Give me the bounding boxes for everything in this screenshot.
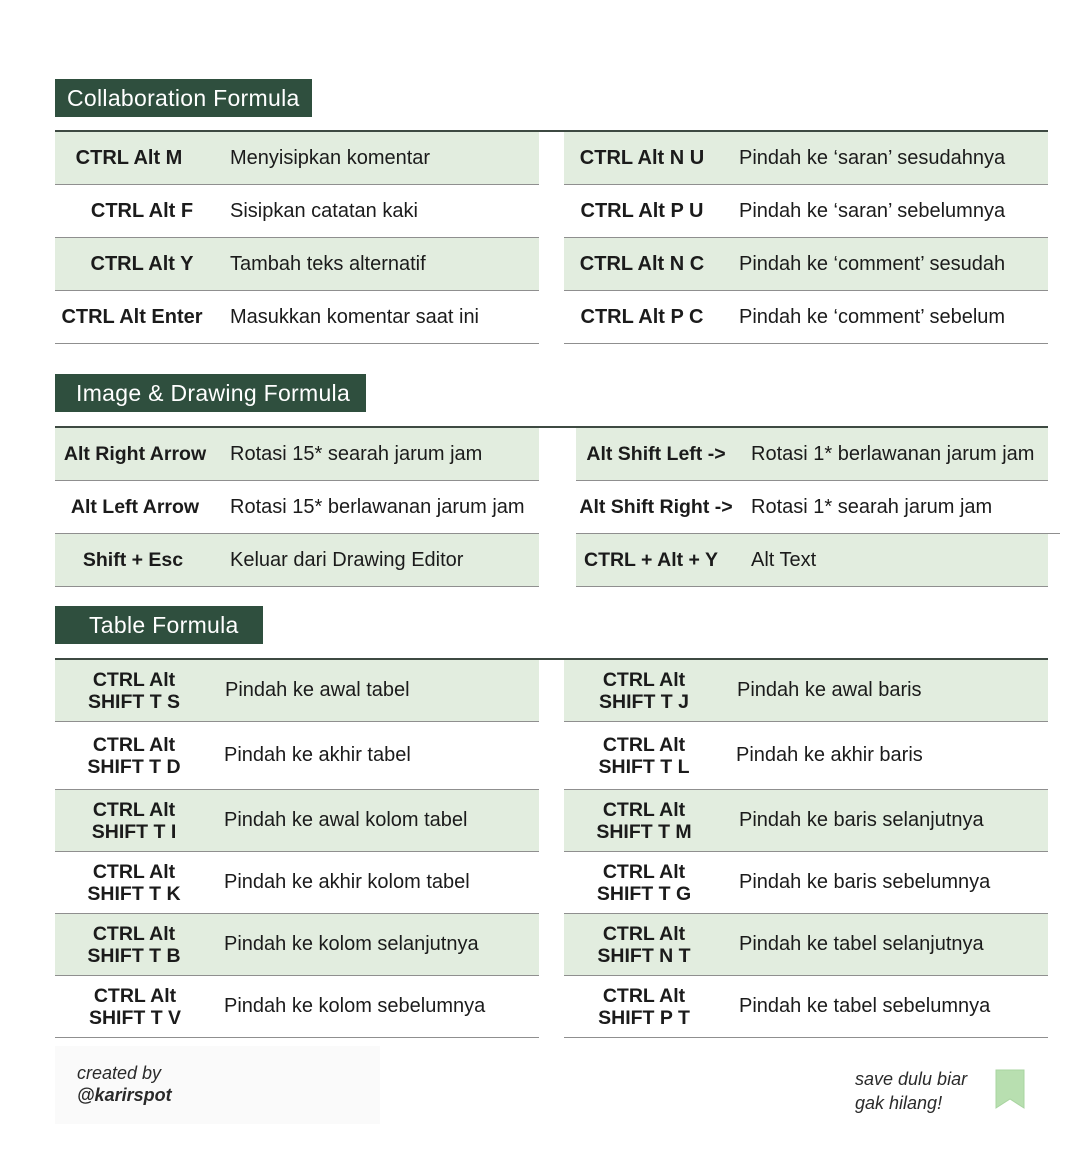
shortcut-description: Rotasi 15* searah jarum jam	[230, 442, 483, 465]
shortcut-description: Pindah ke awal kolom tabel	[224, 809, 468, 831]
shortcut-description: Rotasi 1* searah jarum jam	[751, 495, 993, 518]
shortcut-description: Keluar dari Drawing Editor	[230, 548, 464, 571]
shortcut-description: Rotasi 1* berlawanan jarum jam	[751, 442, 1035, 465]
shortcut-description: Pindah ke akhir baris	[736, 744, 923, 766]
section-title-table: Table Formula	[55, 606, 263, 644]
list-item	[55, 534, 539, 587]
shortcut-key: CTRL Alt F	[90, 200, 194, 222]
list-item	[55, 852, 539, 914]
shortcut-description: Pindah ke awal tabel	[225, 679, 410, 701]
shortcut-description: Pindah ke ‘comment’ sebelum	[739, 305, 1006, 328]
list-item	[576, 428, 1048, 481]
shortcut-key: CTRL Alt SHIFT T J	[599, 668, 689, 713]
collaboration-left-list	[55, 132, 539, 344]
list-item	[564, 660, 1048, 722]
shortcut-key: CTRL Alt SHIFT T G	[596, 860, 692, 905]
shortcut-key: Alt Right Arrow	[63, 443, 207, 465]
shortcut-description: Menyisipkan komentar	[230, 146, 431, 169]
shortcut-key: CTRL Alt SHIFT T B	[87, 922, 181, 967]
list-item	[55, 185, 539, 238]
list-item	[564, 722, 1048, 790]
list-item	[55, 660, 539, 722]
save-reminder-line: gak hilang!	[855, 1093, 943, 1113]
shortcut-description: Tambah teks alternatif	[230, 252, 426, 275]
section-title-collaboration: Collaboration Formula	[55, 79, 312, 117]
list-item	[55, 481, 539, 534]
author-handle: @karirspot	[77, 1085, 172, 1105]
shortcut-key: Shift + Esc	[82, 549, 184, 571]
shortcut-description: Pindah ke ‘saran’ sesudahnya	[739, 146, 1006, 169]
bookmark-icon	[994, 1068, 1026, 1110]
shortcut-key: Alt Shift Left ->	[586, 443, 726, 465]
list-item	[55, 722, 539, 790]
table-left-list	[55, 660, 539, 1038]
shortcut-key: CTRL Alt M	[75, 147, 183, 169]
section-title-image-drawing: Image & Drawing Formula	[55, 374, 366, 412]
collaboration-right-list	[564, 132, 1048, 344]
shortcut-description: Pindah ke tabel selanjutnya	[739, 933, 984, 955]
shortcut-description: Masukkan komentar saat ini	[230, 305, 480, 328]
list-item	[55, 238, 539, 291]
shortcut-description: Pindah ke awal baris	[737, 679, 922, 701]
list-item	[576, 481, 1060, 534]
shortcut-key: CTRL Alt SHIFT N T	[597, 922, 691, 967]
shortcut-key: CTRL Alt N U	[579, 147, 705, 169]
shortcut-key: CTRL Alt SHIFT T K	[87, 860, 181, 905]
shortcut-description: Alt Text	[751, 548, 817, 571]
shortcut-description: Pindah ke ‘saran’ sebelumnya	[739, 199, 1006, 222]
list-item	[55, 291, 539, 344]
created-by-label: created by	[77, 1063, 162, 1083]
list-item	[55, 428, 539, 481]
image-right-list	[576, 428, 1060, 587]
shortcut-key: CTRL + Alt + Y	[583, 549, 718, 571]
shortcut-description: Pindah ke kolom selanjutnya	[224, 933, 479, 955]
shortcut-key: CTRL Alt N C	[579, 253, 705, 275]
list-item	[564, 185, 1048, 238]
list-item	[55, 976, 539, 1038]
shortcut-key: CTRL Alt SHIFT T L	[598, 733, 690, 778]
shortcut-key: CTRL Alt SHIFT T V	[88, 984, 182, 1029]
list-item	[564, 291, 1048, 344]
shortcut-key: Alt Left Arrow	[70, 496, 200, 518]
list-item	[564, 132, 1048, 185]
credit-text	[77, 1062, 172, 1106]
list-item	[564, 238, 1048, 291]
shortcut-description: Pindah ke akhir kolom tabel	[224, 871, 470, 893]
list-item	[564, 976, 1048, 1038]
shortcut-key: CTRL Alt SHIFT T S	[87, 668, 181, 713]
shortcut-key: CTRL Alt SHIFT T I	[91, 798, 177, 843]
shortcut-key: CTRL Alt SHIFT P T	[598, 984, 690, 1029]
shortcut-description: Pindah ke baris sebelumnya	[739, 871, 991, 893]
shortcut-key: CTRL Alt SHIFT T D	[87, 733, 181, 778]
shortcut-key: CTRL Alt P U	[580, 200, 704, 222]
shortcut-key: CTRL Alt P C	[580, 306, 704, 328]
list-item	[55, 790, 539, 852]
shortcut-description: Rotasi 15* berlawanan jarum jam	[230, 495, 525, 518]
shortcut-key: CTRL Alt SHIFT T M	[596, 798, 692, 843]
shortcut-key: Alt Shift Right ->	[579, 496, 733, 518]
list-item	[564, 790, 1048, 852]
shortcut-description: Pindah ke ‘comment’ sesudah	[739, 252, 1006, 275]
footer-credit	[55, 1046, 380, 1124]
save-reminder-line: save dulu biar	[855, 1069, 968, 1089]
shortcut-description: Pindah ke baris selanjutnya	[739, 809, 984, 831]
list-item	[564, 852, 1048, 914]
table-right-list	[564, 660, 1048, 1038]
shortcut-description: Pindah ke tabel sebelumnya	[739, 995, 991, 1017]
shortcut-key: CTRL Alt Enter	[61, 306, 203, 328]
image-left-list	[55, 428, 539, 587]
list-item	[576, 534, 1048, 587]
save-reminder	[855, 1067, 967, 1115]
shortcut-description: Pindah ke akhir tabel	[224, 744, 411, 766]
list-item	[564, 914, 1048, 976]
shortcut-key: CTRL Alt Y	[90, 253, 194, 275]
list-item	[55, 132, 539, 185]
list-item	[55, 914, 539, 976]
shortcut-description: Pindah ke kolom sebelumnya	[224, 995, 486, 1017]
shortcut-description: Sisipkan catatan kaki	[230, 199, 418, 222]
